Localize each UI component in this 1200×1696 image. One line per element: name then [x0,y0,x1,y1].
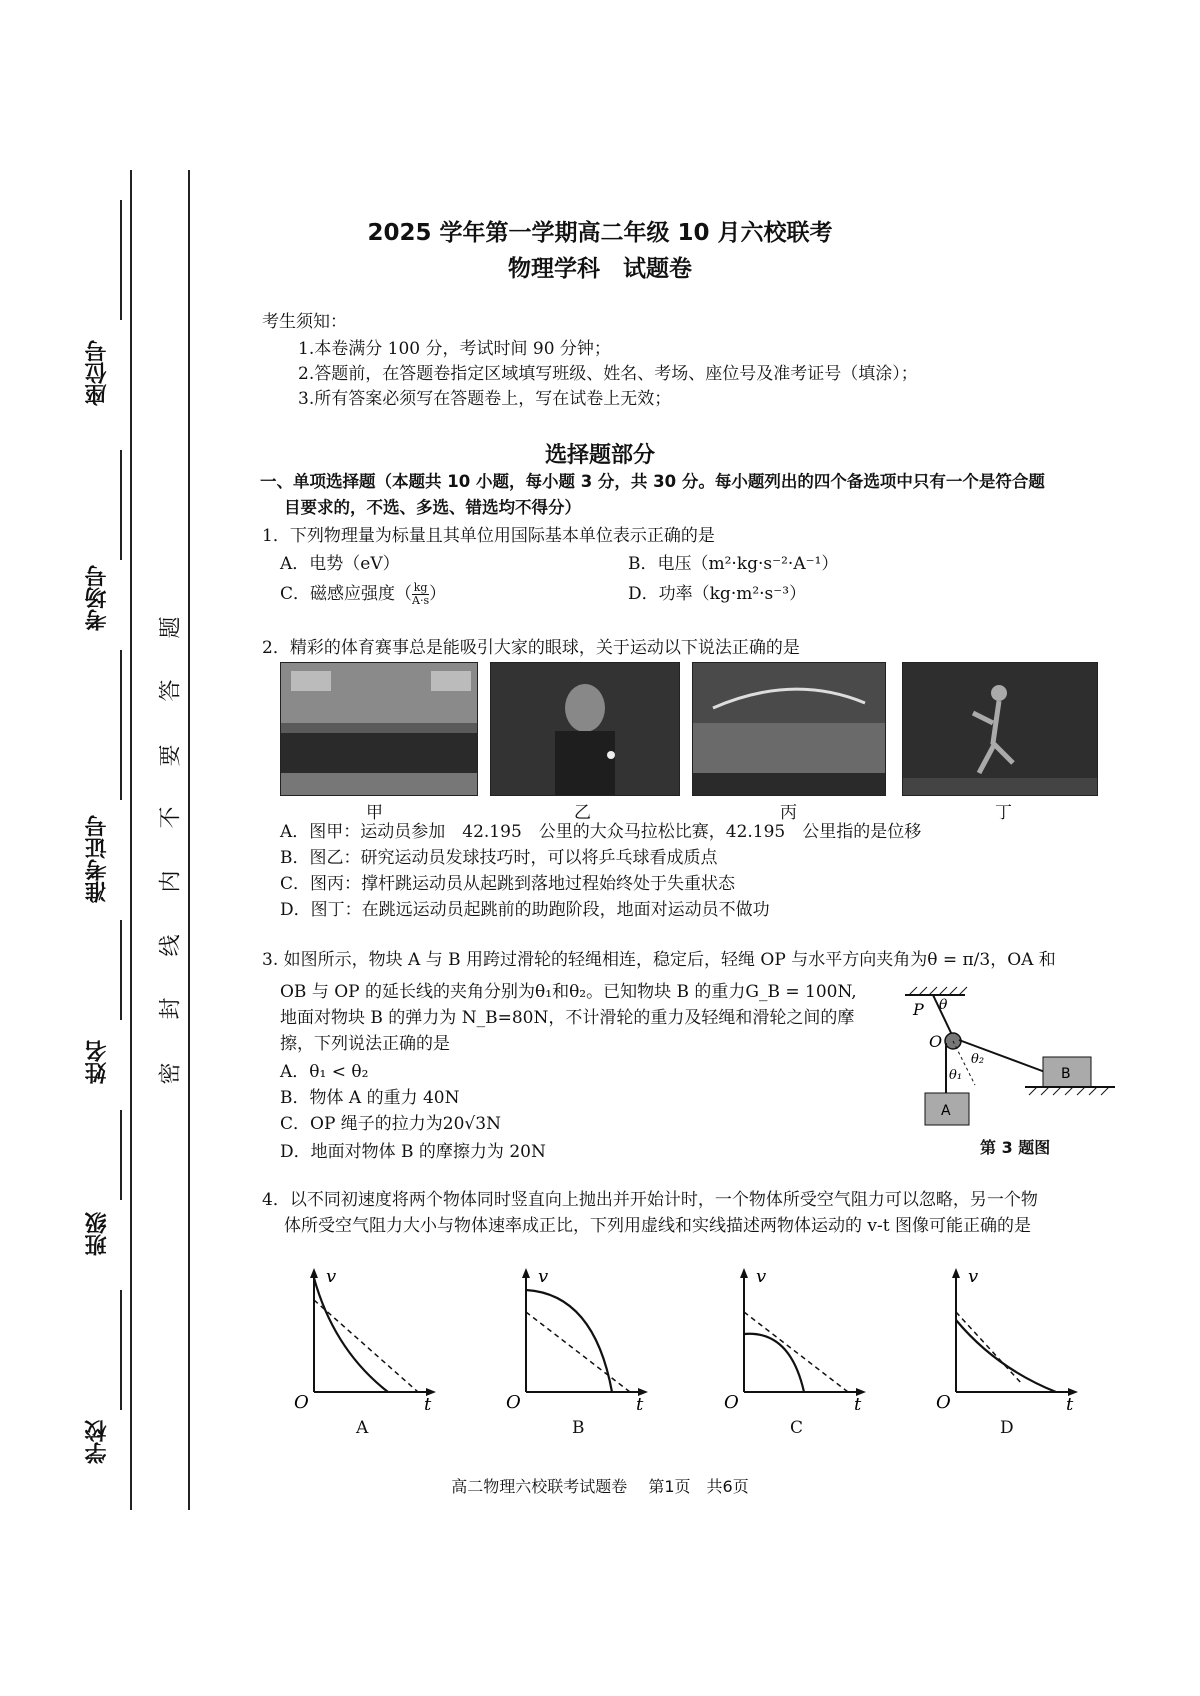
graph-label-c: C [790,1418,804,1438]
graph-label-b: B [572,1418,585,1438]
origin: O [936,1392,951,1410]
ticket-blank-line [120,650,122,800]
caption-jia: 甲 [366,803,383,823]
section-instructions: 一、单项选择题（本题共 10 小题，每小题 3 分，共 30 分。每小题列出的四个备选项中只有一个是符合题 [260,472,1045,491]
marathon-scene [281,663,477,795]
seal-char: 答 [158,679,184,702]
label-theta1: θ₁ [949,1068,963,1083]
origin: O [724,1392,739,1410]
exam-room-label: 考场号 [85,565,110,631]
label-theta2: θ₂ [971,1052,985,1067]
q1-option-a: A．电势（eV） [280,554,400,574]
photo-long-jump [902,662,1098,796]
q1-option-d: D．功率（kg·m²·s⁻³） [628,584,807,604]
label-theta: θ [939,997,948,1013]
graph-label-d: D [1000,1418,1014,1438]
seal-char: 要 [158,744,184,767]
pole-vault-scene [693,663,885,795]
axis-t: t [1066,1394,1074,1410]
seal-char: 封 [158,997,184,1020]
section-instructions: 目要求的，不选、多选、错选均不得分） [284,498,581,517]
notice-heading: 考生须知： [262,312,347,332]
question-3-stem: 擦，下列说法正确的是 [280,1034,450,1054]
q2-option-a: A．图甲：运动员参加 42.195 公里的大众马拉松比赛，42.195 公里指的是位移 [280,822,922,842]
class-blank-line [120,1110,122,1200]
q3-pulley-figure [895,985,1125,1135]
exam-title: 2025 学年第一学期高二年级 10 月六校联考 [367,220,833,246]
question-4-stem: 4．以不同初速度将两个物体同时竖直向上抛出并开始计时，一个物体所受空气阻力可以忽略，另一个物 [262,1190,1038,1210]
q1-option-c-suffix: ） [429,584,447,604]
fraction-denominator: A·s [412,594,430,607]
axis-v: v [326,1266,337,1287]
name-blank-line [120,920,122,1020]
school-label: 学校 [85,1420,110,1464]
binding-line-inner [188,170,190,1510]
q1-option-b: B．电压（m²·kg·s⁻²·A⁻¹） [628,554,839,574]
photo-pole-vault [692,662,886,796]
q3-option-a: A．θ₁ < θ₂ [280,1062,369,1082]
origin: O [294,1392,309,1410]
question-3-stem: 3. 如图所示，物块 A 与 B 用跨过滑轮的轻绳相连，稳定后，轻绳 OP 与水平方向夹角为θ = π/3，OA 和 [262,950,1056,970]
fraction-numerator: kg [413,581,428,594]
axis-v: v [968,1266,979,1287]
question-3-stem: 地面对物块 B 的弹力为 N_B=80N，不计滑轮的重力及轻绳和滑轮之间的摩 [280,1008,855,1028]
q2-option-c: C．图丙：撑杆跳运动员从起跳到落地过程始终处于失重状态 [280,874,736,894]
q3-option-b: B．物体 A 的重力 40N [280,1088,460,1108]
axis-v: v [538,1266,549,1287]
question-4-stem: 体所受空气阻力大小与物体速率成正比，下列用虚线和实线描述两物体运动的 v-t 图像可能正确的是 [284,1216,1031,1236]
label-b: B [1061,1066,1071,1082]
graph-d [932,1260,1082,1410]
exam-subtitle: 物理学科 试题卷 [508,256,692,282]
seal-char: 题 [158,616,184,639]
axis-t: t [424,1394,432,1410]
question-3-stem: OB 与 OP 的延长线的夹角分别为θ₁和θ₂。已知物块 B 的重力G_B = 100N, [280,982,857,1002]
caption-yi: 乙 [574,803,591,823]
q1-option-c-prefix: C．磁感应强度（ [280,584,413,604]
seal-char: 密 [158,1062,184,1085]
caption-ding: 丁 [995,803,1012,823]
binding-line-outer [130,170,132,1510]
q3-option-c: C．OP 绳子的拉力为20√3N [280,1114,501,1134]
section-title: 选择题部分 [544,443,655,468]
seat-number-label: 座位号 [85,340,110,406]
q2-option-b: B．图乙：研究运动员发球技巧时，可以将乒乓球看成质点 [280,848,718,868]
seal-char: 内 [158,870,184,893]
school-blank-line [120,1290,122,1410]
q2-option-d: D．图丁：在跳远运动员起跳前的助跑阶段，地面对运动员不做功 [280,900,770,920]
graph-a [290,1260,440,1410]
notice-item: 2.答题前，在答题卷指定区域填写班级、姓名、考场、座位号及准考证号（填涂）； [298,364,918,384]
graph-b [502,1260,652,1410]
photo-table-tennis [490,662,680,796]
q3-figure-caption: 第 3 题图 [980,1138,1051,1157]
caption-bing: 丙 [780,803,797,823]
ticket-number-label: 准考证号 [85,815,110,903]
notice-item: 3.所有答案必须写在答题卷上，写在试卷上无效； [298,389,672,409]
axis-t: t [636,1394,644,1410]
graph-label-a: A [356,1418,369,1438]
page-footer: 高二物理六校联考试题卷 第1页 共6页 [451,1477,749,1496]
axis-t: t [854,1394,862,1410]
question-1-stem: 1．下列物理量为标量且其单位用国际基本单位表示正确的是 [262,526,715,546]
label-p: P [913,1000,924,1019]
graph-c [720,1260,870,1410]
photo-marathon [280,662,478,796]
notice-item: 1.本卷满分 100 分，考试时间 90 分钟； [298,339,611,359]
question-2-stem: 2．精彩的体育赛事总是能吸引大家的眼球，关于运动以下说法正确的是 [262,638,800,658]
seal-char: 不 [158,806,184,829]
q3-option-d: D．地面对物体 B 的摩擦力为 20N [280,1142,546,1162]
table-tennis-scene [491,663,679,795]
unit-fraction [412,582,429,607]
label-o: O [929,1032,943,1051]
origin: O [506,1392,521,1410]
q1-option-c [280,582,446,607]
axis-v: v [756,1266,767,1287]
class-label: 班级 [85,1212,110,1256]
seal-char: 线 [158,934,184,957]
name-label: 姓名 [85,1040,110,1084]
label-a: A [941,1103,951,1119]
long-jump-scene [903,663,1097,795]
